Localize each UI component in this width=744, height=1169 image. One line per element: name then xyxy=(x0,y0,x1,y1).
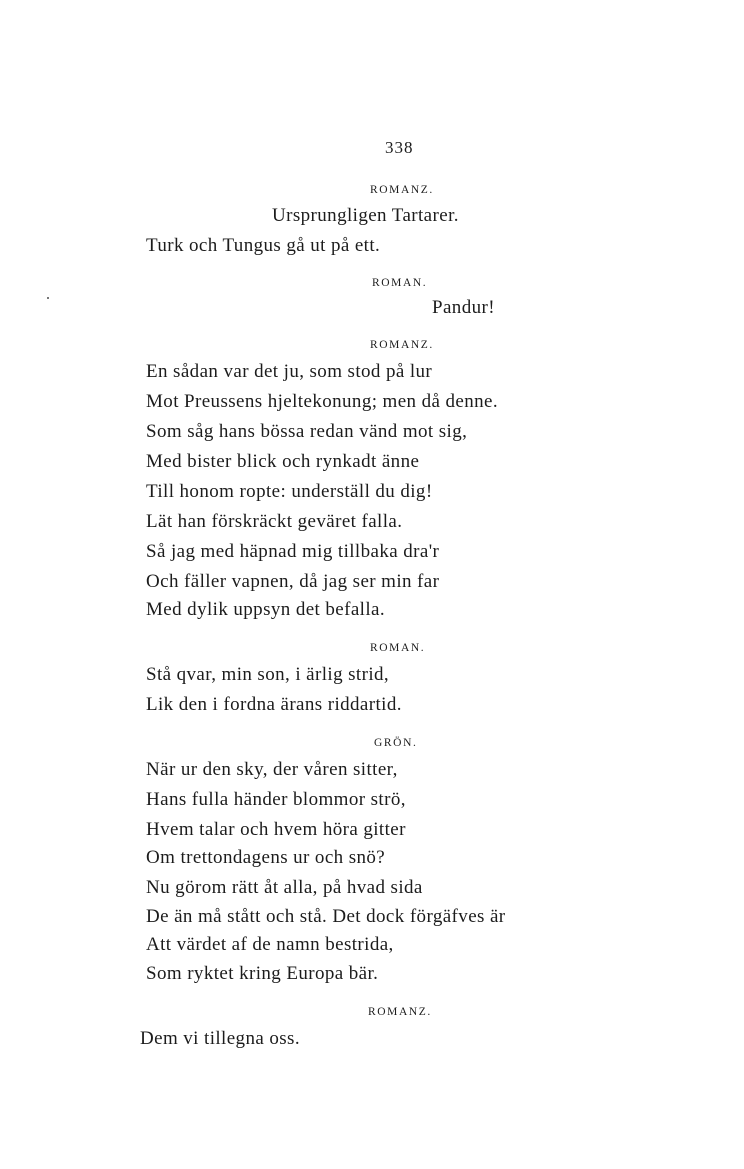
verse-line: Och fäller vapnen, då jag ser min far xyxy=(146,571,440,592)
speaker-label: GRÖN. xyxy=(374,737,418,749)
verse-line: Med bister blick och rynkadt änne xyxy=(146,451,420,472)
verse-line: Pandur! xyxy=(432,297,495,318)
speaker-label: ROMANZ. xyxy=(370,339,434,351)
verse-line: Lik den i fordna ärans riddartid. xyxy=(146,694,402,715)
verse-line: Dem vi tillegna oss. xyxy=(140,1028,300,1049)
verse-line: Hvem talar och hvem höra gitter xyxy=(146,819,406,840)
verse-line: En sådan var det ju, som stod på lur xyxy=(146,361,433,382)
verse-line: Som såg hans bössa redan vänd mot sig, xyxy=(146,421,468,442)
verse-line: Hans fulla händer blommor strö, xyxy=(146,789,406,810)
speaker-label: ROMANZ. xyxy=(370,184,434,196)
speaker-label: ROMAN. xyxy=(372,277,428,289)
verse-line: Ursprungligen Tartarer. xyxy=(272,205,459,226)
verse-line: När ur den sky, der våren sitter, xyxy=(146,759,398,780)
verse-line: Nu görom rätt åt alla, på hvad sida xyxy=(146,877,423,898)
page-number: 338 xyxy=(385,138,414,157)
verse-line: Mot Preussens hjeltekonung; men då denne. xyxy=(146,391,499,412)
verse-line: Som ryktet kring Europa bär. xyxy=(146,963,379,984)
verse-line: Så jag med häpnad mig tillbaka dra'r xyxy=(146,541,440,562)
verse-line: Med dylik uppsyn det befalla. xyxy=(146,599,386,620)
page-speck xyxy=(47,297,49,299)
speaker-label: ROMAN. xyxy=(370,642,426,654)
verse-line: Till honom ropte: underställ du dig! xyxy=(146,481,433,502)
verse-line: Om trettondagens ur och snö? xyxy=(146,847,386,868)
verse-line: Att värdet af de namn bestrida, xyxy=(146,934,394,955)
verse-line: Stå qvar, min son, i ärlig strid, xyxy=(146,664,390,685)
speaker-label: ROMANZ. xyxy=(368,1006,432,1018)
verse-line: De än må stått och stå. Det dock förgäfves är xyxy=(146,906,506,927)
verse-line: Lät han förskräckt geväret falla. xyxy=(146,511,403,532)
verse-line: Turk och Tungus gå ut på ett. xyxy=(146,235,381,256)
